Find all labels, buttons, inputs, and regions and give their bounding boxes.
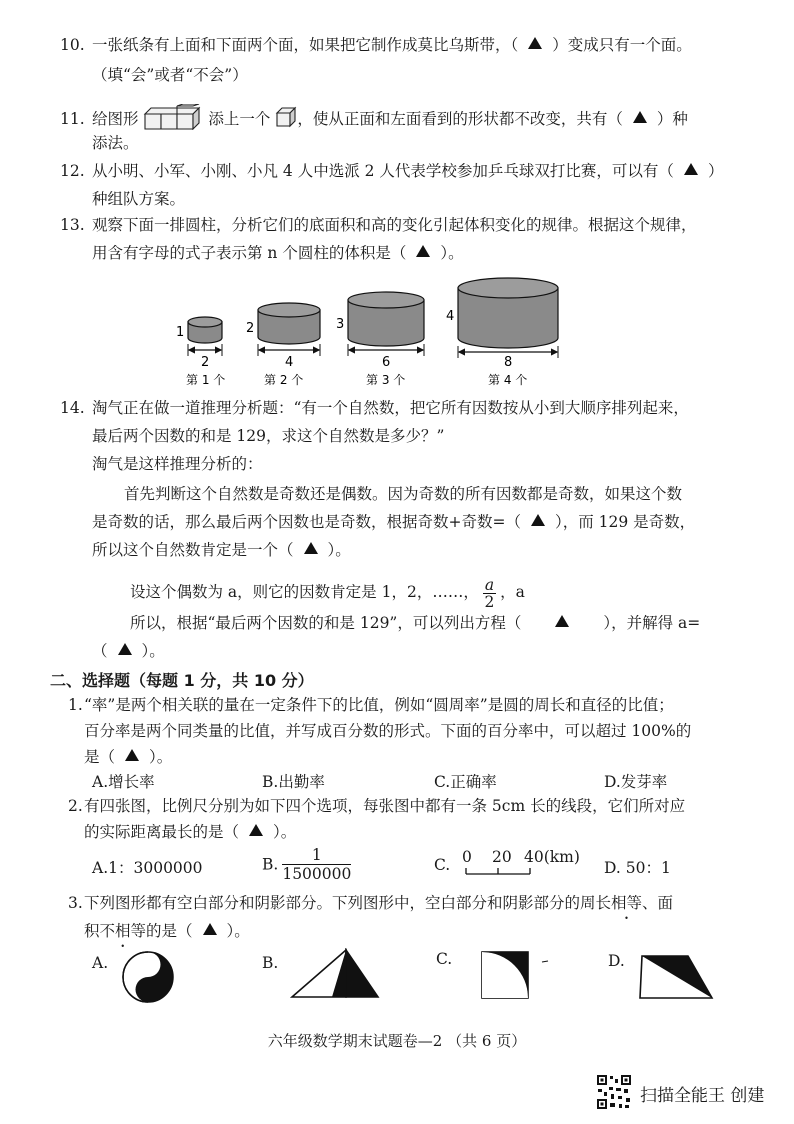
- question-text: 一张纸条有上面和下面两个面，如果把它制作成莫比乌斯带，（: [92, 36, 519, 54]
- choice-question-2: [68, 795, 685, 817]
- question-number: 3.: [68, 894, 83, 912]
- question-text: 给图形: [92, 110, 139, 128]
- cylinder-diameter-label: 2: [201, 355, 210, 370]
- choice-question-1-line: 百分率是两个同类量的比值，并写成百分数的形式。下面的百分率中，可以超过 100%的: [84, 722, 692, 740]
- question-text: ）。: [327, 541, 351, 559]
- fraction-denominator: 1500000: [282, 865, 352, 883]
- option-d: D.: [608, 952, 625, 970]
- option-b: [262, 846, 355, 883]
- question-text: 淘气正在做一道推理分析题：“有一个自然数，把它所有因数按从小到大顺序排列起来，: [92, 399, 689, 417]
- question-text: 观察下面一排圆柱，分析它们的底面积和高的变化引起体积变化的规律。根据这个规律，: [92, 216, 697, 234]
- answer-blank-triangle-icon: [528, 37, 542, 49]
- question-text: 的是（: [146, 922, 193, 940]
- question-text: 有四张图，比例尺分别为如下四个选项，每张图中都有一条 5cm 长的线段，它们所对应: [84, 797, 686, 815]
- answer-blank-triangle-icon: [684, 163, 698, 175]
- answer-blank-triangle-icon: [555, 615, 569, 627]
- yin-yang-figure: [121, 950, 175, 1004]
- question-text: ）变成只有一个面。: [552, 36, 692, 54]
- question-text: ）。: [149, 748, 173, 766]
- question-text: 下列图形都有空白部分和阴影部分。下列图形中，空白部分和阴影部分的周长: [84, 894, 612, 912]
- question-text: 、面: [642, 894, 674, 912]
- option-d: D. 50：1: [604, 859, 671, 877]
- question-text: ），并解得 a=: [603, 614, 701, 632]
- question-text: 设这个偶数为 a，则它的因数肯定是 1，2，……，: [130, 583, 479, 601]
- choice-question-3: [68, 892, 673, 914]
- answer-blank-triangle-icon: [249, 824, 263, 836]
- cylinder-height-label: 3: [336, 317, 345, 332]
- cylinder-diameter-label: 6: [382, 355, 391, 370]
- cube-figure-icon: [143, 104, 203, 130]
- cylinder-2: [246, 303, 320, 370]
- answer-blank-triangle-icon: [203, 923, 217, 935]
- question-14-line: [92, 640, 165, 662]
- qr-code-icon: [596, 1074, 632, 1110]
- question-14-line: [92, 511, 695, 533]
- question-text: ）。: [141, 642, 165, 660]
- section-title: 二、选择题（每题 1 分，共 10 分）: [50, 671, 314, 690]
- scale-fraction: [282, 846, 351, 883]
- question-14-line: [92, 539, 351, 561]
- single-cube-icon: [275, 106, 297, 128]
- question-text: ）: [707, 162, 724, 180]
- question-text: ）。: [226, 922, 250, 940]
- question-11-cont: 添法。: [92, 134, 139, 152]
- question-number: 10.: [60, 36, 85, 54]
- answer-blank-triangle-icon: [125, 749, 139, 761]
- square-quarter-circle-figure: [480, 950, 550, 1002]
- question-text: 是（: [84, 748, 116, 766]
- option-a: A.: [92, 954, 109, 972]
- question-14-line: [130, 574, 525, 610]
- cylinder-height-label: 4: [446, 309, 455, 324]
- question-number: 11.: [60, 110, 85, 128]
- question-14: [60, 397, 689, 419]
- question-text: 用含有字母的式子表示第 n 个圆柱的体积是（: [92, 244, 407, 262]
- choice-question-1-line: [84, 746, 172, 768]
- question-10-hint: （填“会”或者“不会”）: [92, 66, 248, 84]
- question-11: [60, 104, 688, 130]
- question-text: ）。: [440, 244, 464, 262]
- question-13: [60, 214, 697, 236]
- scale-label: 0: [462, 848, 472, 866]
- question-14-line: [130, 612, 700, 634]
- option-b: B.出勤率: [262, 773, 325, 791]
- fraction-denominator: 2: [484, 592, 495, 611]
- question-number: 14.: [60, 399, 85, 417]
- emphasis-text: 不相等: [99, 922, 147, 940]
- option-letter: C.: [434, 856, 451, 874]
- answer-blank-triangle-icon: [118, 643, 132, 655]
- question-text: ，a: [500, 583, 525, 601]
- question-text: ）。: [273, 823, 297, 841]
- page-footer: 六年级数学期末试题卷—2 （共 6 页）: [267, 1032, 527, 1050]
- option-b: B.: [262, 954, 279, 972]
- cylinder-height-label: 1: [176, 325, 185, 340]
- answer-blank-triangle-icon: [304, 542, 318, 554]
- cylinder-caption: 第 4 个: [488, 373, 528, 387]
- fraction-numerator: 1: [282, 846, 351, 865]
- option-d: D.发芽率: [604, 773, 668, 791]
- cylinder-4: [446, 278, 558, 370]
- option-c: C.: [436, 950, 453, 968]
- question-text: 积: [84, 922, 100, 940]
- question-text: ），而 129 是奇数，: [554, 513, 696, 531]
- question-text: ）种: [656, 110, 688, 128]
- choice-question-1: [68, 694, 674, 716]
- question-number: 2.: [68, 797, 83, 815]
- question-12-cont: 种组队方案。: [92, 190, 186, 208]
- cylinder-caption: 第 2 个: [264, 373, 304, 387]
- question-14-line: 淘气是这样推理分析的：: [92, 455, 263, 473]
- question-text: 是奇数的话，那么最后两个因数也是奇数，根据奇数+奇数=（: [92, 513, 521, 531]
- question-14-line: 最后两个因数的和是 129，求这个自然数是多少？”: [92, 427, 445, 445]
- question-text: 的实际距离最长的是（: [84, 823, 240, 841]
- option-letter: B.: [262, 855, 279, 874]
- question-number: 12.: [60, 162, 85, 180]
- triangle-figure: [290, 948, 380, 1000]
- choice-question-2-line: [84, 821, 296, 843]
- line-scale-icon: [464, 866, 534, 876]
- cylinder-diameter-label: 8: [504, 355, 513, 370]
- question-text: 所以，根据“最后两个因数的和是 129”，可以列出方程（: [130, 614, 522, 632]
- cylinder-diameter-label: 4: [285, 355, 294, 370]
- question-12: [60, 160, 723, 182]
- option-a: A.1：3000000: [92, 859, 203, 877]
- question-text: 添上一个: [208, 110, 271, 128]
- question-13-cont: [92, 242, 464, 264]
- scale-label: 20: [492, 848, 512, 866]
- choice-question-3-line: [84, 920, 250, 942]
- answer-blank-triangle-icon: [531, 514, 545, 526]
- fraction-a-over-2: [483, 577, 496, 610]
- answer-blank-triangle-icon: [633, 111, 647, 123]
- fraction-numerator: a: [484, 575, 495, 594]
- question-number: 13.: [60, 216, 85, 234]
- question-text: “率”是两个相关联的量在一定条件下的比值，例如“圆周率”是圆的周长和直径的比值；: [84, 696, 674, 714]
- question-text: （: [92, 642, 108, 660]
- cylinder-3: [336, 292, 424, 370]
- cylinder-height-label: 2: [246, 321, 255, 336]
- question-text: ，使从正面和左面看到的形状都不改变，共有（: [297, 110, 623, 128]
- option-c: [434, 848, 584, 880]
- question-10: [60, 34, 692, 56]
- question-text: 所以这个自然数肯定是一个（: [92, 541, 294, 559]
- cylinder-caption: 第 1 个: [186, 373, 226, 387]
- question-14-line: 首先判断这个自然数是奇数还是偶数。因为奇数的所有因数都是奇数，如果这个数: [124, 485, 683, 503]
- cylinder-caption: 第 3 个: [366, 373, 406, 387]
- option-a: A.增长率: [92, 773, 155, 791]
- cylinders-figure: [170, 270, 570, 390]
- option-c: C.正确率: [434, 773, 497, 791]
- question-text: 从小明、小军、小刚、小凡 4 人中选派 2 人代表学校参加乒乓球双打比赛，可以有（: [92, 162, 674, 180]
- emphasis-text: 相等: [611, 894, 643, 912]
- cylinder-1: [176, 317, 222, 370]
- trapezoid-figure: [636, 950, 716, 1002]
- answer-blank-triangle-icon: [416, 245, 430, 257]
- scanner-watermark: 扫描全能王 创建: [640, 1086, 765, 1106]
- scale-label: 40(km): [524, 848, 580, 866]
- question-number: 1.: [68, 696, 83, 714]
